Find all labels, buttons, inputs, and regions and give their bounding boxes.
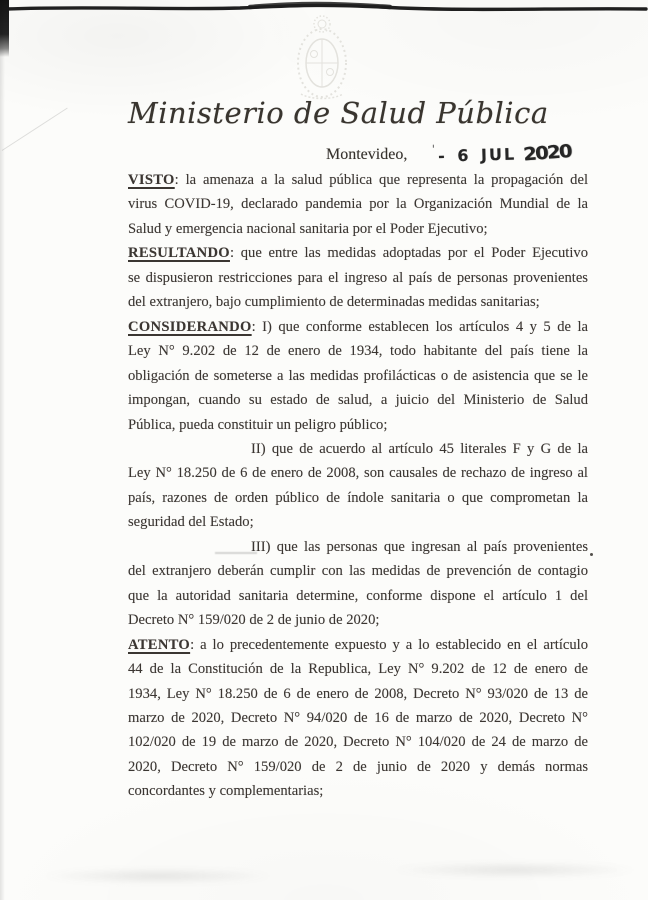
- text-line: CONSIDERANDO: I) que conforme establecen los artículos 4 y 5 de la: [128, 318, 588, 335]
- paragraph: [128, 633, 588, 804]
- text-line: se dispusieron restricciones para el ingreso al país de personas provenientes: [128, 269, 588, 286]
- date-row: [0, 141, 648, 170]
- text-line: Pública, pueda constituir un peligro público;: [128, 416, 388, 433]
- section-keyword: VISTO: [128, 172, 175, 188]
- text-line: del extranjero deberán cumplir con las medidas de prevención de contagio: [128, 563, 588, 580]
- text-line: del extranjero, bajo cumplimiento de determinadas medidas sanitarias;: [128, 294, 540, 311]
- text-line: 1934, Ley N° 18.250 de 6 de enero de 2008, Decreto N° 93/020 de 13 de: [128, 685, 588, 702]
- text-line: marzo de 2020, Decreto N° 94/020 de 16 de marzo de 2020, Decreto N°: [128, 709, 588, 726]
- text-line: virus COVID-19, declarado pandemia por la Organización Mundial de la: [128, 196, 588, 213]
- date-stamp: [432, 139, 570, 167]
- stamp-tick-mark: ': [431, 142, 436, 156]
- text-line: RESULTANDO: que entre las medidas adoptadas por el Poder Ejecutivo: [128, 245, 588, 262]
- document-body: [128, 168, 588, 804]
- city-date-label: Montevideo,: [326, 146, 408, 163]
- text-line: ATENTO: a lo precedentemente expuesto y a lo establecido en el artículo: [128, 636, 588, 653]
- text-line: obligación de someterse a las medidas profilácticas o de asistencia que se le: [128, 367, 588, 384]
- section-keyword: RESULTANDO: [128, 245, 230, 262]
- paragraph: [128, 535, 588, 633]
- scan-smudge: [40, 868, 275, 884]
- text-line: 2020, Decreto N° 159/020 de 2 de junio de 2020 y demás normas: [128, 758, 588, 775]
- paragraph: [128, 168, 588, 241]
- stamp-year: 2020: [522, 141, 572, 166]
- text-line: Decreto N° 159/020 de 2 de junio de 2020;: [128, 612, 380, 629]
- paragraph: [128, 315, 588, 437]
- text-line: concordantes y complementarias;: [128, 783, 324, 800]
- text-line: VISTO: la amenaza a la salud pública que representa la propagación del: [128, 172, 588, 188]
- text-line: 44 de la Constitución de la Republica, Ley N° 9.202 de 12 de enero de: [128, 661, 588, 678]
- text-line: país, razones de orden público de índole sanitaria o que comprometan la: [128, 489, 588, 506]
- text-line: III) que las personas que ingresan al país provenientes: [251, 538, 588, 555]
- text-line: 102/020 de 19 de marzo de 2020, Decreto N° 104/020 de 24 de marzo de: [128, 734, 588, 751]
- scan-left-edge: [0, 0, 5, 900]
- text-line: Ley N° 18.250 de 6 de enero de 2008, son causales de rechazo de ingreso al: [128, 465, 588, 482]
- scan-dot-artifact: [590, 553, 593, 556]
- text-line: Salud y emergencia nacional sanitaria por el Poder Ejecutivo;: [128, 220, 488, 237]
- ministry-title: Ministerio de Salud Pública: [128, 96, 549, 130]
- text-line: impongan, cuando su estado de salud, a juicio del Ministerio de Salud: [128, 392, 588, 409]
- paragraph: [128, 437, 588, 535]
- text-line: II) que de acuerdo al artículo 45 literales F y G de la: [251, 440, 588, 457]
- coat-of-arms-seal-icon: [289, 8, 355, 102]
- text-line: Ley N° 9.202 de 12 de enero de 1934, todo habitante del país tiene la: [128, 343, 588, 360]
- text-line: que la autoridad sanitaria determine, conforme dispone el artículo 1 del: [128, 587, 588, 604]
- scan-smudge: [390, 862, 640, 878]
- stamp-day-month: - 6 JUL: [437, 144, 517, 166]
- paragraph: [128, 241, 588, 314]
- text-line: seguridad del Estado;: [128, 514, 254, 531]
- section-keyword: CONSIDERANDO: [128, 318, 252, 335]
- section-keyword: ATENTO: [128, 636, 191, 653]
